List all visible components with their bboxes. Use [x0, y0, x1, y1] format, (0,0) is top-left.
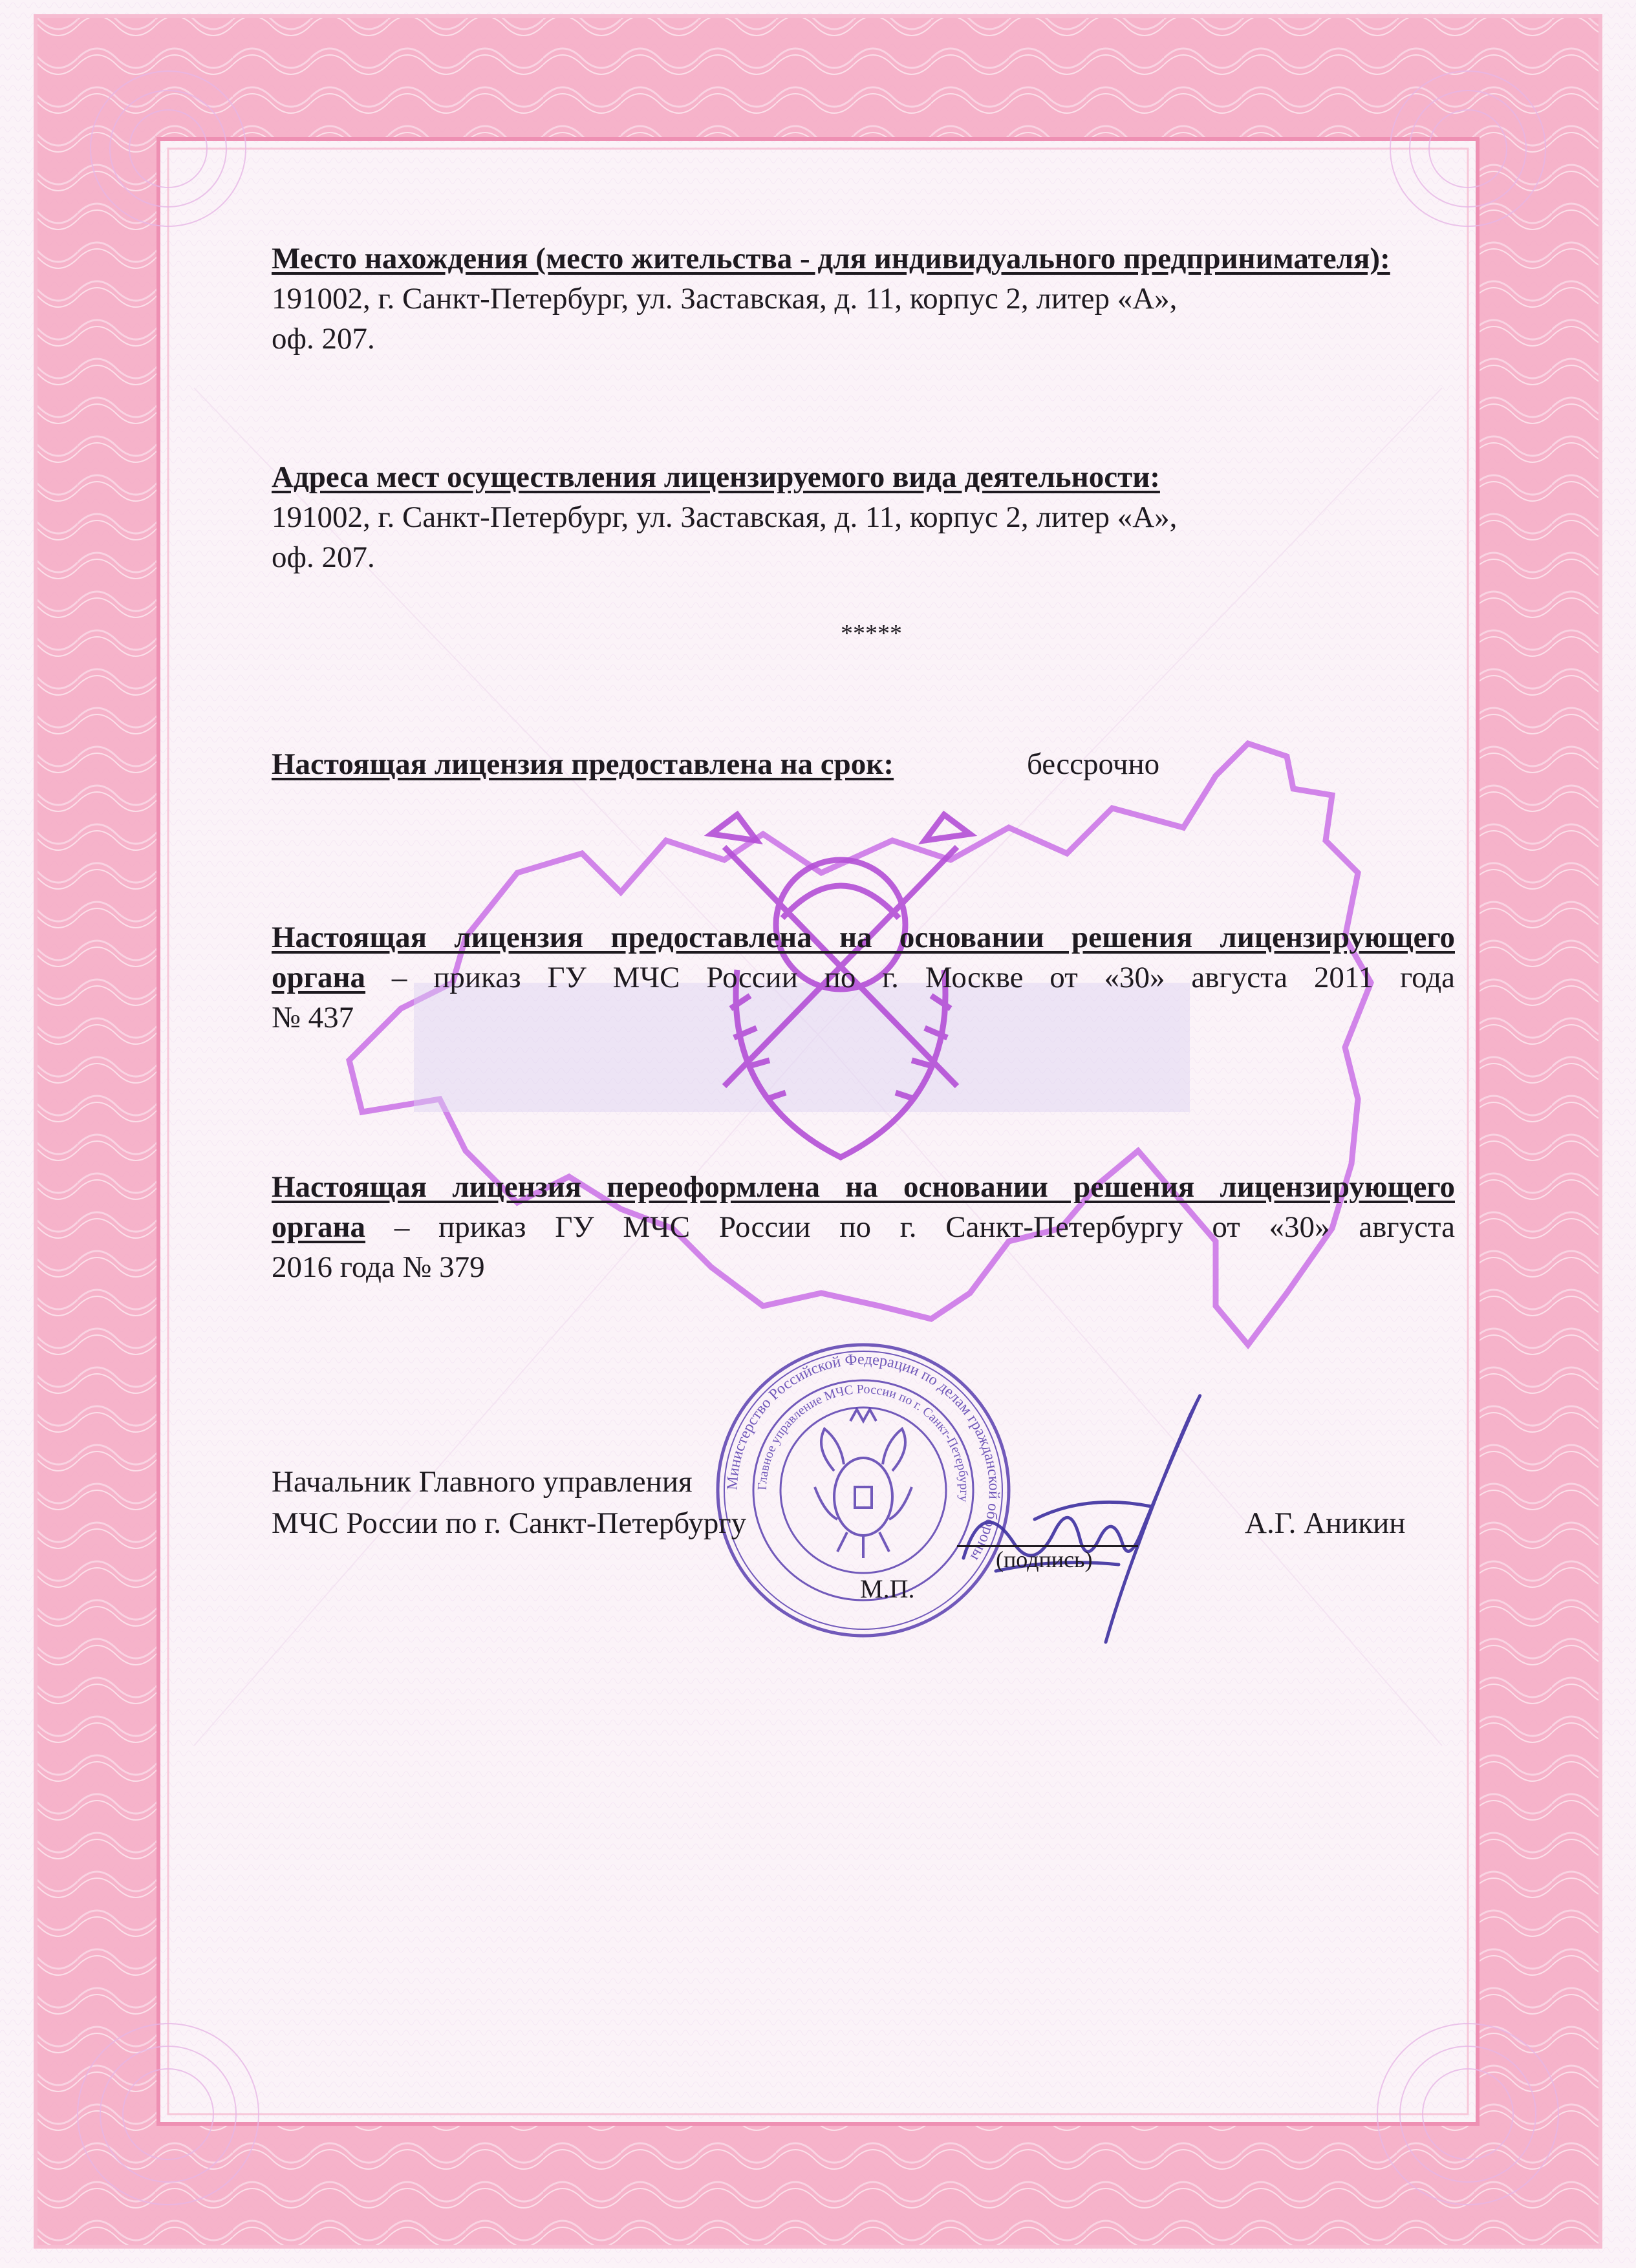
granted-basis-order-text: – приказ ГУ МЧС России по г. Москве от «30» августа 2011 года — [365, 961, 1455, 994]
activity-address-line-2: оф. 207. — [272, 540, 375, 574]
location-heading: Место нахождения (место жительства - для индивидуального предпринимателя): — [272, 242, 1390, 275]
term-heading: Настоящая лицензия предоставлена на срок: — [272, 747, 894, 781]
stamp-inner-text: Главное управление МЧС России по г. Санкт-Петербургу — [755, 1382, 972, 1503]
signatory-position-line-1: Начальник Главного управления — [272, 1465, 693, 1499]
location-line-2: оф. 207. — [272, 322, 375, 356]
granted-basis-line-2 — [272, 958, 1455, 997]
location-line-1: 191002, г. Санкт-Петербург, ул. Заставская, д. 11, корпус 2, литер «А», — [272, 282, 1178, 316]
reissued-basis-number: 2016 года № 379 — [272, 1250, 485, 1284]
separator-stars: ***** — [841, 620, 902, 647]
reissued-basis-organ-label: органа — [272, 1210, 366, 1244]
signature-caption: (подпись) — [996, 1546, 1093, 1572]
stamp-place-mark: М.П. — [860, 1574, 915, 1603]
signatory-name: А.Г. Аникин — [1245, 1506, 1406, 1540]
signatory-position-line-2: МЧС России по г. Санкт-Петербургу — [272, 1506, 747, 1540]
reissued-basis-heading: Настоящая лицензия переоформлена на основании решения лицензирующего — [272, 1170, 1455, 1204]
stamp-outer-text: Министерство Российской Федерации по делам гражданской обороны — [724, 1351, 1003, 1564]
activity-address-line-1: 191002, г. Санкт-Петербург, ул. Заставская, д. 11, корпус 2, литер «А», — [272, 500, 1178, 534]
term-value: бессрочно — [1027, 747, 1160, 781]
granted-basis-organ-label: органа — [272, 961, 366, 994]
granted-basis-number: № 437 — [272, 1001, 354, 1034]
reissued-basis-order-text: – приказ ГУ МЧС России по г. Санкт-Петербургу от «30» августа — [365, 1210, 1455, 1244]
reissued-basis-line-2 — [272, 1208, 1455, 1246]
granted-basis-heading: Настоящая лицензия предоставлена на основании решения лицензирующего — [272, 921, 1455, 954]
svg-text:Главное управление МЧС России — [755, 1382, 971, 1503]
double-headed-eagle-icon — [815, 1409, 912, 1558]
activity-addresses-heading: Адреса мест осуществления лицензируемого вида деятельности: — [272, 460, 1160, 494]
handwritten-signature — [957, 1377, 1229, 1655]
